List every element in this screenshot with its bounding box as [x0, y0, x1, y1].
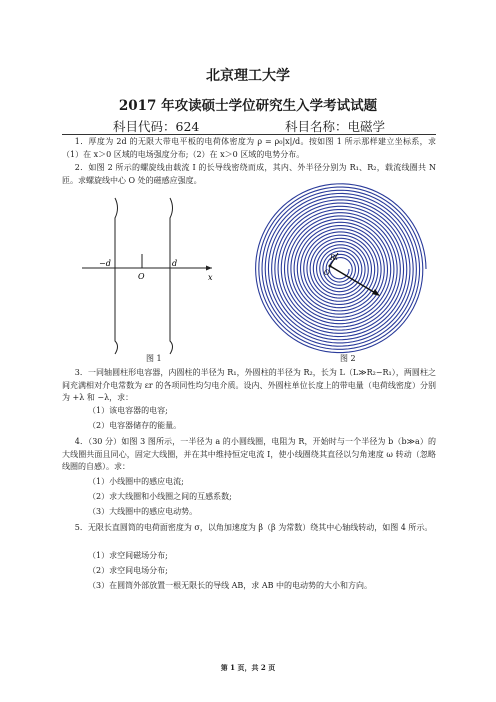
- question-4-item-1: （1）小线圈中的感应电流;: [88, 477, 184, 486]
- label-r1: R₁: [330, 254, 339, 262]
- question-4-item-2: （2）求大线圈和小线圈之间的互感系数;: [88, 492, 232, 501]
- header-divider: [62, 134, 436, 135]
- subject-code: 科目代码：624: [113, 119, 200, 134]
- question-1: 1．厚度为 2d 的无限大带电平板的电荷体密度为 ρ = ρ₀|x|/d。按如图 1 所示那样建立坐标系，求（1）在 x＞0 区域的电场强度分布;（2）在 x＞0 区域的电势分布。: [62, 137, 436, 159]
- label-x: x: [208, 273, 213, 282]
- subject-name: 科目名称：电磁学: [285, 119, 386, 134]
- center-point: [329, 265, 332, 268]
- label-minus-d: −d: [99, 259, 111, 268]
- question-2: 2．如图 2 所示的螺旋线由载流 I 的长导线密绕而成，其内、外半径分别为 R₁、R₂，载流线圈共 N 匝。求螺旋线中心 O 处的磁感应强度。: [62, 163, 436, 185]
- question-3-item-2: （2）电容器储存的能量。: [88, 421, 182, 430]
- question-5: 5．无限长直圆筒的电荷面密度为 σ，以角加速度为 β（β 为常数）绕其中心轴线转动，如图 4 所示。: [74, 523, 433, 532]
- spiral-coil: [256, 184, 426, 353]
- question-5-item-1: （1）求空间磁场分布;: [88, 551, 168, 560]
- question-3-item-1: （1）该电容器的电容;: [88, 406, 168, 415]
- page-footer: 第 1 页，共 2 页: [220, 663, 276, 672]
- question-3: 3．一同轴圆柱形电容器，内圆柱的半径为 R₁，外圆柱的半径为 R₂，长为 L（L≫R₂−R₁），两圆柱之间充满相对介电常数为 εr 的各项同性均匀电介质。设内、外圆柱单位长度上的带电量（电荷线密度）分别为 +λ 和 −λ，求：: [62, 368, 436, 402]
- figure-2: [254, 180, 432, 358]
- figure-1-caption: 图 1: [146, 354, 162, 363]
- question-5-item-2: （2）求空间电场分布;: [88, 566, 168, 575]
- question-5-item-3: （3）在圆筒外部放置一根无限长的导线 AB，求 AB 中的电动势的大小和方向。: [88, 581, 373, 590]
- figure-2-caption: 图 2: [340, 354, 356, 363]
- label-origin-2: O: [324, 269, 330, 277]
- question-4-item-3: （3）大线圈中的感应电动势。: [88, 507, 198, 516]
- label-origin: O: [138, 272, 145, 281]
- figure-1: [62, 196, 232, 356]
- label-d: d: [172, 259, 178, 268]
- question-4: 4．（30 分）如图 3 图所示，一半径为 a 的小圆线圈，电阻为 R，开始时与一个半径为 b（b≫a）的大线圈共面且同心，固定大线圈，并在其中维持恒定电流 I，使小线圈绕其直径以匀角速度 ω 转动（忽略线圈的自感）。求：: [62, 437, 436, 471]
- exam-title: 2017 年攻读硕士学位研究生入学考试试题: [118, 98, 378, 114]
- x-axis-arrow-icon: [206, 266, 212, 271]
- university-name: 北京理工大学: [206, 68, 290, 84]
